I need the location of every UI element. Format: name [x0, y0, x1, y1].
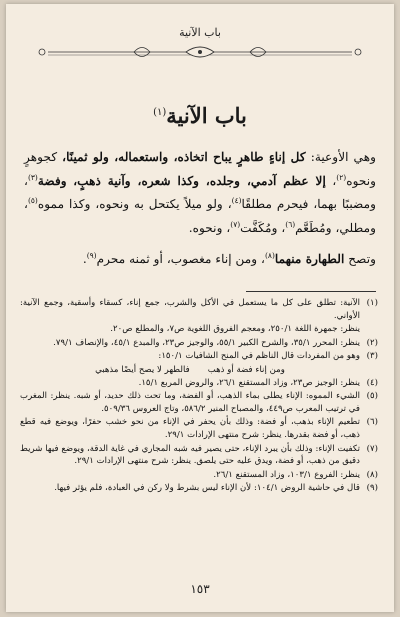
footnote-number: (١) — [366, 298, 378, 308]
text-run: ، ولو ميلاً يكتحل به ونحوه، وكذا — [69, 197, 232, 212]
running-header — [36, 26, 364, 66]
text-run: وتصح — [344, 252, 376, 267]
poem-hemistich: فالطهر لا يصح أيضًا مذهبي — [95, 364, 190, 375]
footnote-marker: (٨) — [264, 251, 275, 261]
paragraph-purification — [24, 246, 376, 270]
chapter-title — [6, 100, 394, 129]
footnote-text: تكفيت الإناء: وذلك بأن يبرد الإناء، حتى يصير فيه شبه المجاري في غاية الدقة، ويوضع فيها شريط دقيق من ذهب، أو فضة، ويدق عليه حتى يلصق. ينظر: شرح منتهى الإرادات ٢٩/١. — [20, 443, 360, 467]
text-run: ، — [325, 173, 337, 188]
footnote-number — [360, 323, 378, 336]
footnote-number: (٧) — [366, 443, 378, 454]
footnote-marker: (٣) — [27, 172, 38, 182]
footnote-item — [20, 469, 378, 482]
footnote-text: ينظر: جمهرة اللغة ٢٥٠/١، ومعجم الفروق اللغوية ص٧، والمطلع ص٢٠. — [110, 324, 360, 335]
chapter-title-footnote-marker: (١) — [153, 107, 167, 118]
footnote-text: ينظر: الفروع ١٠٣/١، وزاد المستقنع ٢٦/١. — [213, 469, 360, 480]
text-run: كجوهرٍ ونحوه — [24, 150, 377, 188]
text-run: ، ومُكَفَّت — [240, 220, 286, 235]
footnote-text: تطعيم الإناء بذهب، أو فضة: وذلك بأن يحفر في الإناء من نحو خشب حفرًا، ويوضع فيه قطع ذهب، أو فضة بقدرها. ينظر: شرح منتهى الإرادات ٢٩/١. — [20, 417, 360, 440]
chapter-title-text: باب الآنية — [166, 103, 247, 128]
footnote-item — [20, 482, 378, 495]
text-run-bold: وفضة — [37, 173, 67, 188]
main-text — [24, 147, 376, 278]
text-run: . — [82, 252, 87, 267]
text-run-bold: إلا عظم آدمي، وجلده، وكذا شعره، وآنية ذهبٍ، — [73, 173, 326, 188]
footnote-text: الشيء المموه: الإناء يطلى بماء الذهب، أو الفضة، وما تحت ذلك حديد، أو شبه. ينظر: المغرب في ترتيب المعرب ص٤٤٩، والمصباح المنير ٥٨٦/٢، وتاج العروس ٥٠٩/٣٦. — [20, 391, 360, 414]
text-run: ، ومضببًا بهما، فيحرم مطلقًا — [24, 173, 376, 212]
footnote-text: وهو من المفردات قال الناظم في المنح الشافيات ١٥٠/١: — [158, 351, 360, 362]
footnote-text: قال في حاشية الروض ١٠٤/١: لأن الإناء ليس بشرط ولا ركن في العبادة، فلم يؤثر فيها. — [54, 483, 360, 494]
footnote-item — [20, 377, 378, 390]
footnote-text: ينظر: الوجيز ص٢٣، وزاد المستقنع ٢٦/١، والروض المربع ١٥/١. — [138, 377, 360, 388]
footnote-number: (٢) — [366, 337, 378, 348]
footnote-marker: (٧) — [230, 219, 241, 229]
book-page — [6, 4, 394, 612]
footnote-text: ينظر: المحرر ٣٥/١، والشرح الكبير ٥٥/١، والوجيز ص٢٣، والمبدع ٤٥/١، والإنصاف ٧٩/١. — [53, 337, 360, 348]
footnote-marker: (٥) — [27, 196, 38, 206]
footnote-item — [20, 443, 378, 468]
footnote-number: (٣) — [366, 351, 378, 362]
running-header-title: باب الآنية — [179, 26, 221, 39]
footnote-marker: (٩) — [86, 251, 97, 261]
footnote-marker: (٢) — [336, 172, 347, 182]
footnote-item — [20, 416, 378, 441]
footnote-separator — [246, 291, 376, 292]
footnotes-section — [20, 297, 378, 496]
footnote-item — [20, 337, 378, 350]
footnote-marker: (٦) — [285, 219, 296, 229]
page-number: ١٥٣ — [190, 582, 210, 596]
ornament-divider-icon — [36, 40, 364, 64]
footnote-number: (٤) — [366, 377, 378, 388]
text-run-bold: الطهارة منهما — [274, 252, 345, 267]
text-run: وهي الأوعية: — [305, 150, 377, 164]
paragraph-vessels — [24, 147, 376, 238]
footnote-number: (٦) — [366, 417, 378, 428]
footnote-item — [20, 323, 378, 336]
footnote-item — [20, 297, 378, 322]
footnote-number: (٥) — [366, 391, 378, 402]
poem-hemistich: ومن إناء فضة أو ذهب — [207, 364, 285, 375]
text-run: ، ومن إناء مغصوب، أو ثمنه محرم — [96, 252, 265, 267]
text-run-bold: كل إناءٍ طاهرٍ يباح اتخاذه، واستعماله، ولو ثمينًا، — [62, 150, 306, 164]
footnote-number: (٩) — [366, 483, 378, 494]
text-run: مموه — [37, 197, 65, 212]
footnote-item — [20, 390, 378, 415]
footnote-text: الآنية: تطلق على كل ما يستعمل في الأكل والشرب، جمع إناء، كسقاء وأسقية، وجمع الآنية: الأواني. — [20, 298, 360, 321]
footnote-item — [20, 350, 378, 363]
text-run: ، ومطلي، ومُطَعَّم — [24, 197, 376, 235]
text-run: ، ونحوه. — [188, 220, 231, 235]
footnote-marker: (٤) — [231, 196, 242, 206]
poem-verse — [20, 364, 378, 377]
footnote-number: (٨) — [366, 469, 378, 480]
